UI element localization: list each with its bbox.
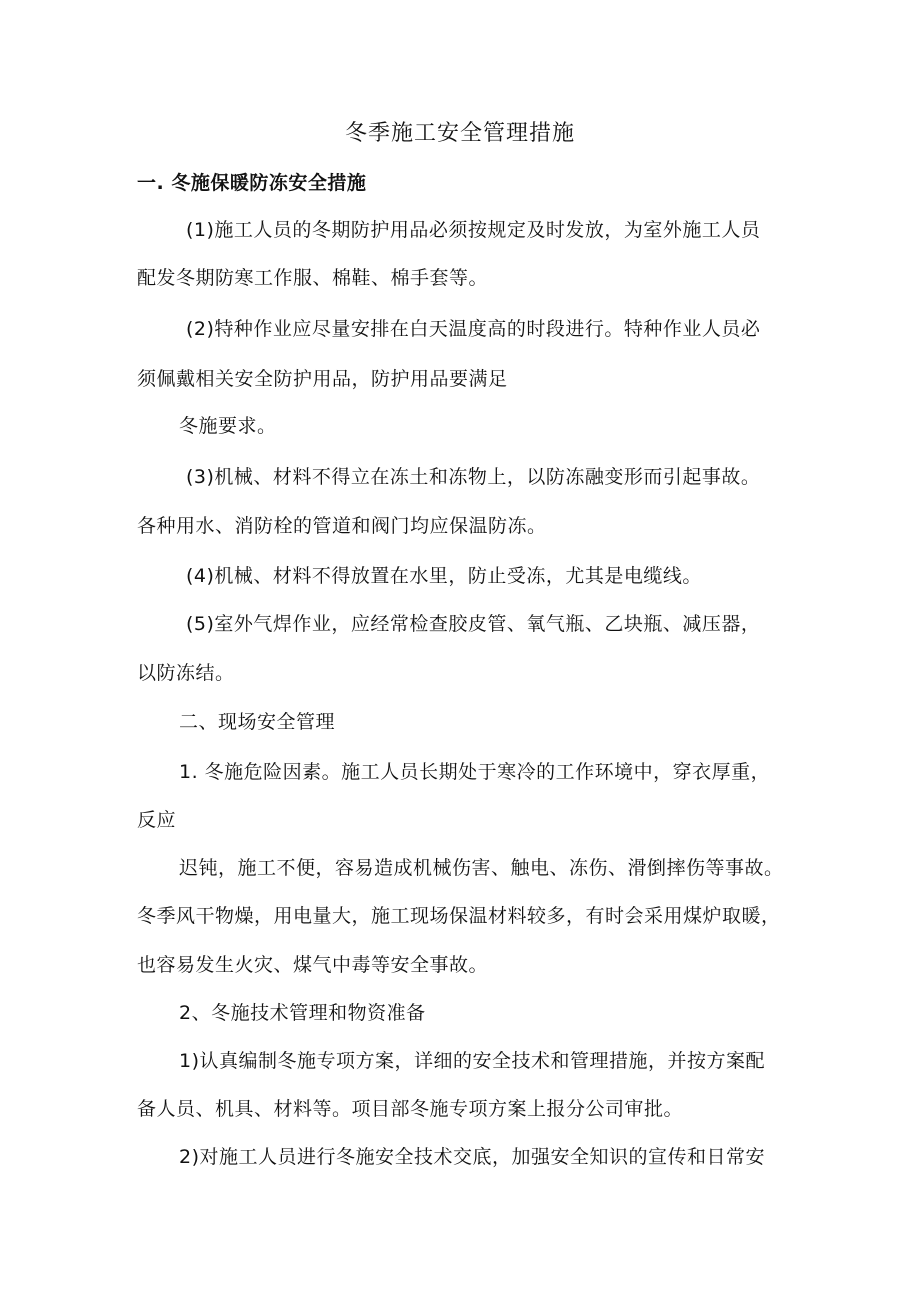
paragraph-4-line-1: (4)机械、材料不得放置在水里，防止受冻，尤其是电缆线。: [186, 565, 702, 587]
paragraph-6-line-5: 也容易发生火灾、煤气中毒等安全事故。: [137, 954, 489, 976]
document-title: 冬季施工安全管理措施: [344, 121, 575, 146]
paragraph-5-line-2: 以防冻结。: [137, 662, 235, 684]
paragraph-6-line-3: 迟钝，施工不便，容易造成机械伤害、触电、冻伤、滑倒摔伤等事故。: [179, 857, 784, 879]
paragraph-7-line-1: 1)认真编制冬施专项方案，详细的安全技术和管理措施，并按方案配: [179, 1050, 766, 1072]
paragraph-8-line-1: 2)对施工人员进行冬施安全技术交底，加强安全知识的宣传和日常安: [179, 1146, 766, 1168]
paragraph-1-line-1: (1)施工人员的冬期防护用品必须按规定及时发放，为室外施工人员: [186, 219, 761, 241]
section-heading-2: 二、现场安全管理: [179, 711, 336, 733]
paragraph-5-line-1: (5)室外气焊作业，应经常检查胶皮管、氧气瓶、乙块瓶、减压器，: [186, 613, 761, 635]
section-heading-1: 一. 冬施保暖防冻安全措施: [137, 172, 367, 194]
paragraph-7-line-2: 备人员、机具、材料等。项目部冬施专项方案上报分公司审批。: [137, 1098, 684, 1120]
paragraph-3-line-1: (3)机械、材料不得立在冻土和冻物上，以防冻融变形而引起事故。: [186, 466, 761, 488]
paragraph-6-line-1: 1. 冬施危险因素。施工人员长期处于寒冷的工作环境中，穿衣厚重，: [179, 761, 771, 783]
paragraph-2-line-1: (2)特种作业应尽量安排在白天温度高的时段进行。特种作业人员必: [186, 318, 761, 340]
paragraph-1-line-2: 配发冬期防寒工作服、棉鞋、棉手套等。: [137, 267, 489, 289]
paragraph-3-line-2: 各种用水、消防栓的管道和阀门均应保温防冻。: [137, 515, 547, 537]
paragraph-2-line-2: 须佩戴相关安全防护用品，防护用品要满足: [137, 368, 508, 390]
sub-heading-2: 2、冬施技术管理和物资准备: [179, 1002, 426, 1024]
paragraph-6-line-2: 反应: [137, 809, 177, 831]
paragraph-6-line-4: 冬季风干物燥，用电量大，施工现场保温材料较多，有时会采用煤炉取暖，: [137, 905, 781, 927]
paragraph-2-line-3: 冬施要求。: [179, 415, 277, 437]
